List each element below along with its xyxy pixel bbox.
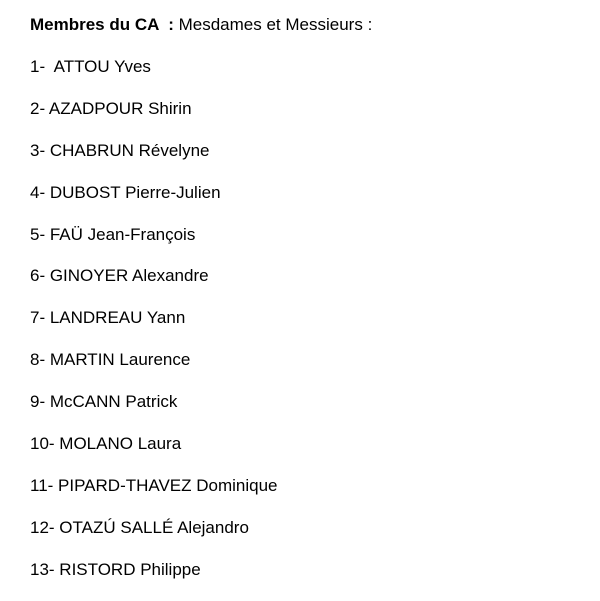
- list-item: 12- OTAZÚ SALLÉ Alejandro: [30, 517, 249, 537]
- list-item: 3- CHABRUN Révelyne: [30, 140, 210, 160]
- list-item: 8- MARTIN Laurence: [30, 350, 191, 370]
- board-members-heading: [30, 14, 590, 36]
- list-item: 2- AZADPOUR Shirin: [30, 98, 192, 118]
- list-item: 5- FAÜ Jean-François: [30, 224, 196, 244]
- member-list: [30, 56, 278, 601]
- heading-bold-label: Membres du CA :: [30, 15, 174, 34]
- list-item: 10- MOLANO Laura: [30, 434, 182, 454]
- list-item: 4- DUBOST Pierre-Julien: [30, 182, 221, 202]
- list-item: 9- McCANN Patrick: [30, 392, 178, 412]
- list-item: 1- ATTOU Yves: [30, 57, 151, 76]
- document-body: [30, 14, 590, 579]
- list-item: 11- PIPARD-THAVEZ Dominique: [30, 475, 278, 495]
- list-item: 13- RISTORD Philippe: [30, 559, 201, 579]
- list-item: 6- GINOYER Alexandre: [30, 266, 209, 286]
- heading-salutation: Mesdames et Messieurs :: [173, 15, 373, 34]
- list-item: 7- LANDREAU Yann: [30, 308, 186, 328]
